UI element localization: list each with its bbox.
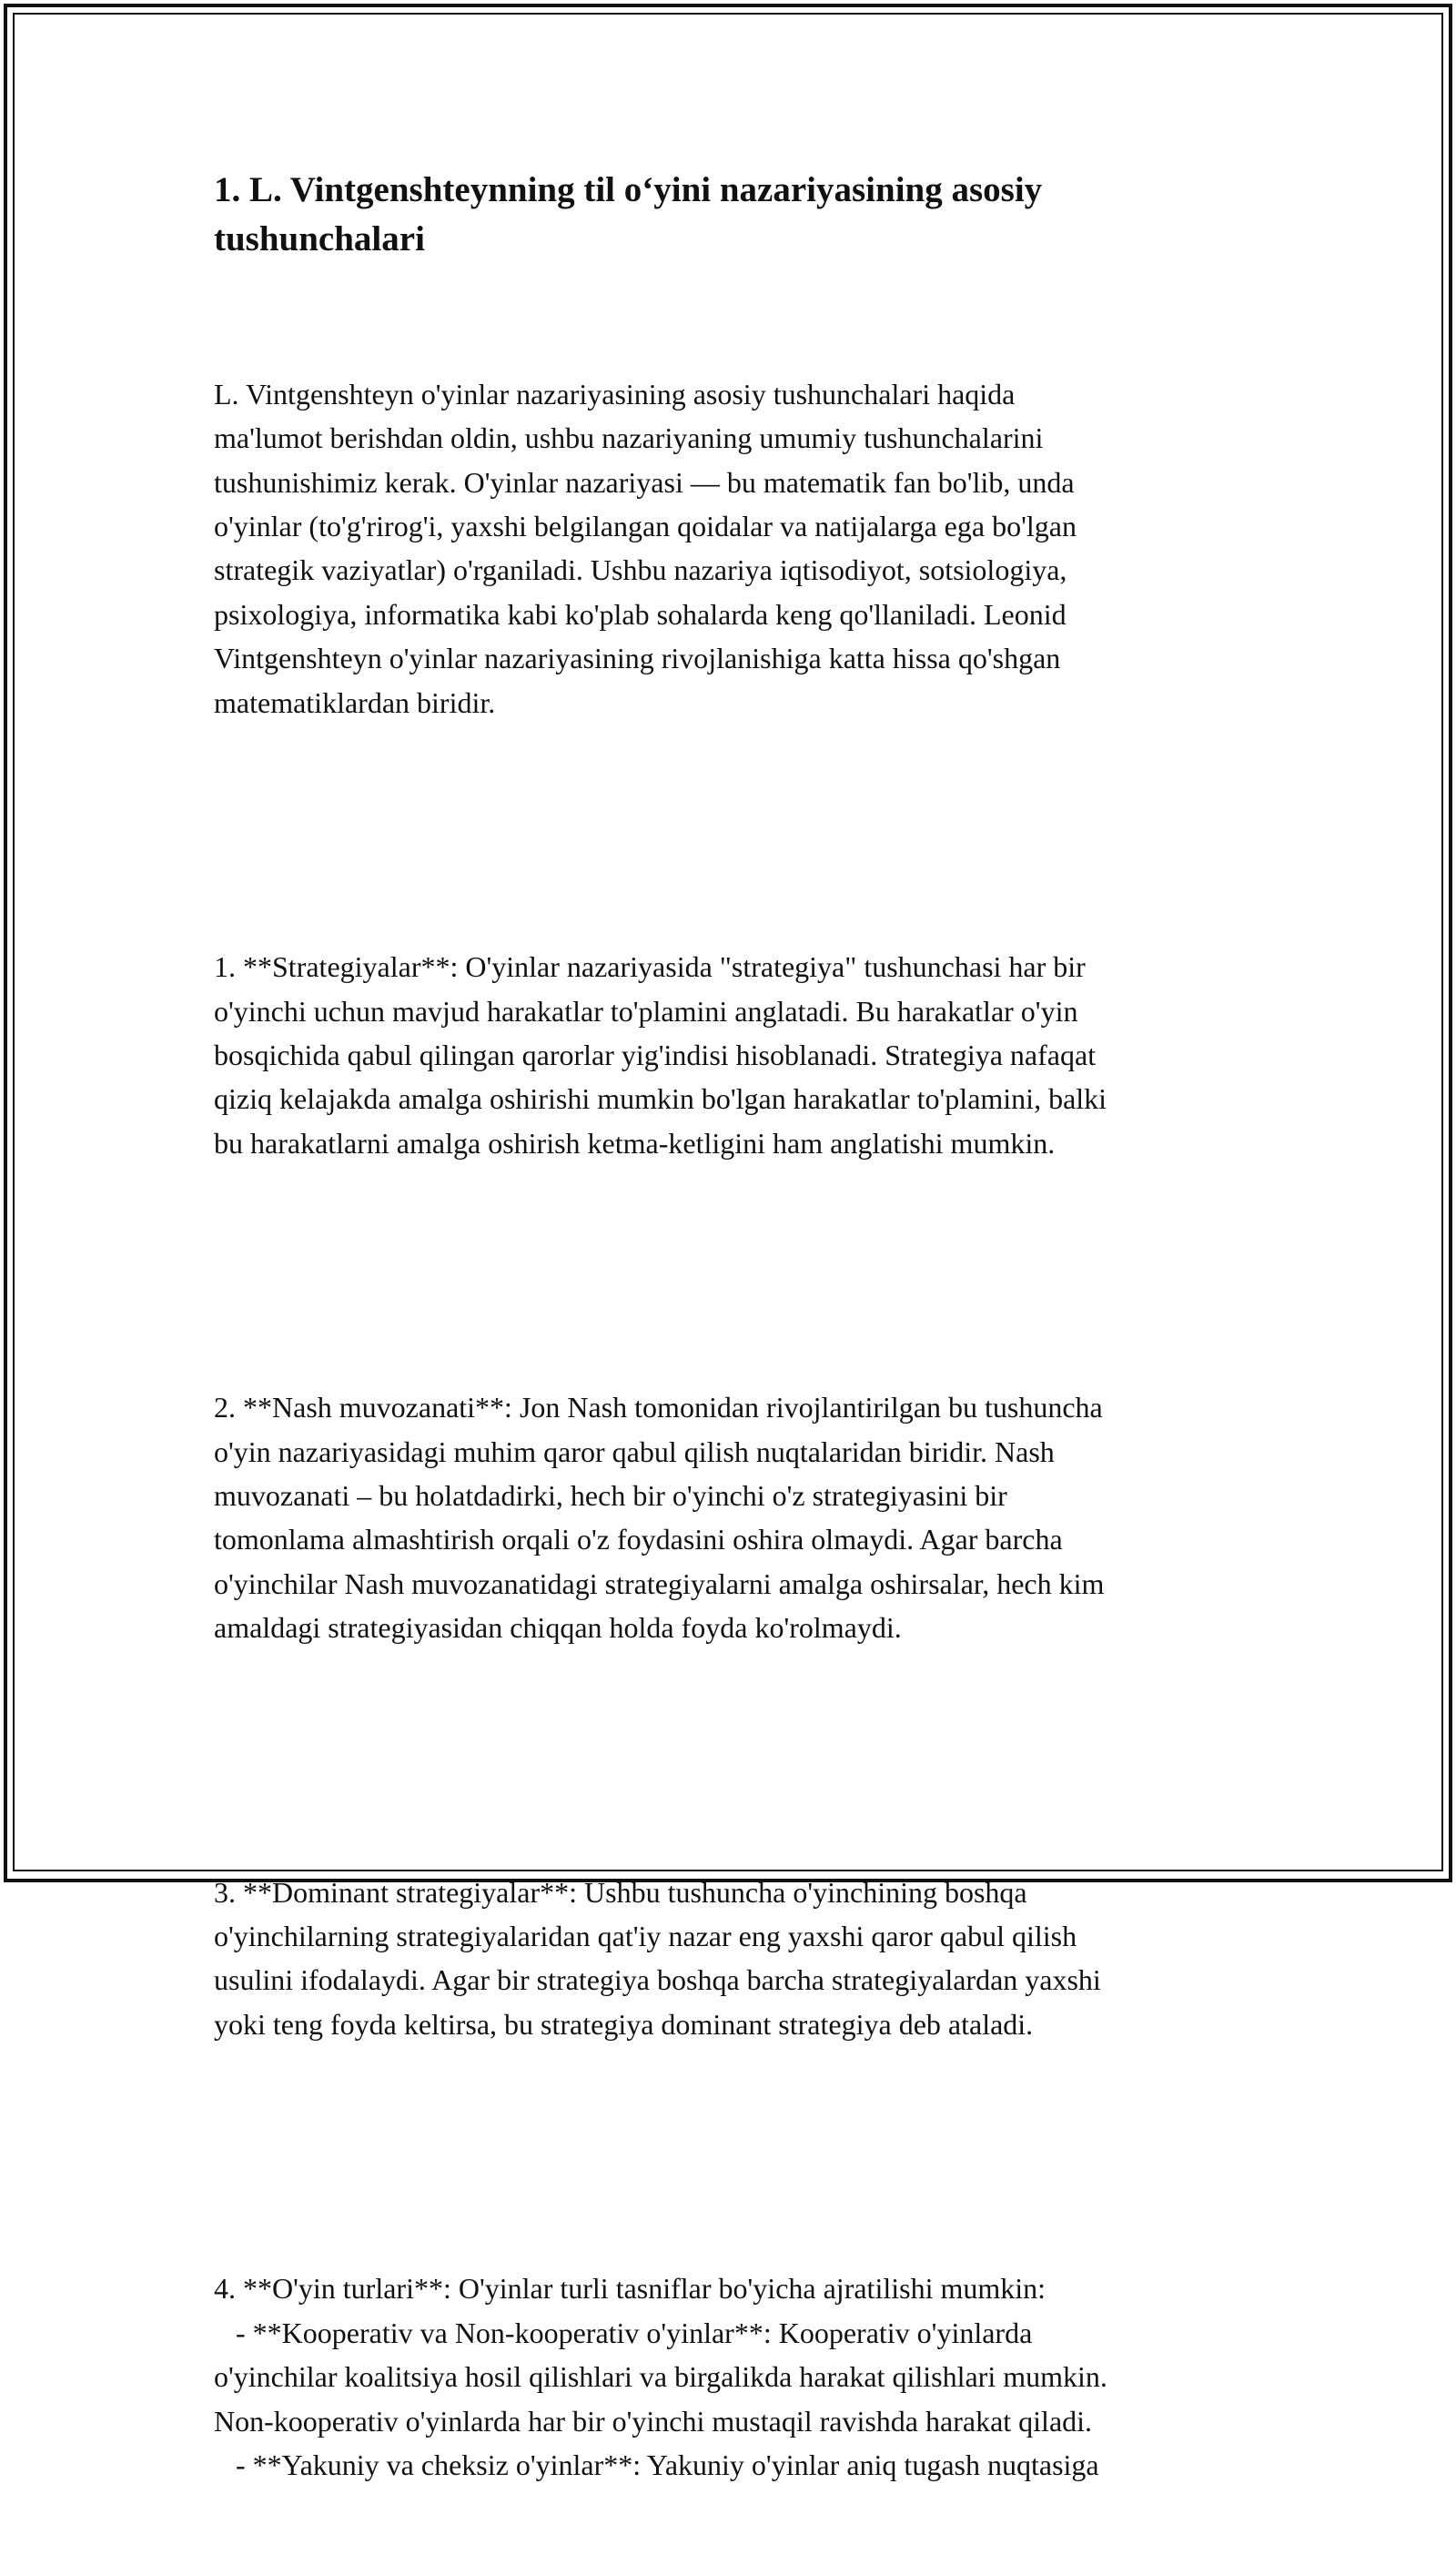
paragraph-spacer bbox=[214, 1253, 1251, 1297]
paragraph-game-types: 4. **O'yin turlari**: O'yinlar turli tasniflar bo'yicha ajratilishi mumkin: - **Kooperativ va Non-kooperativ o'yinlar**: Kooperativ o'yinlarda o'yinchilar koalitsiya hosil qilishlari va birgalikda harakat qilishlari mumkin. Non-kooperativ o'yinlarda har bir o'yinchi mustaqil ravishda harakat qiladi. - **Yakuniy va cheksiz o'yinlar**: Yakuniy o'yinlar aniq tugash nuqtasiga bbox=[214, 2272, 1107, 2481]
paragraph-spacer bbox=[214, 813, 1251, 857]
document-heading: 1. L. Vintgenshteynning til o‘yini nazariyasining asosiy tushunchalari bbox=[214, 170, 1043, 259]
document-content bbox=[214, 166, 1251, 2575]
document-body bbox=[214, 284, 1251, 2575]
paragraph-strategies: 1. **Strategiyalar**: O'yinlar nazariyasida "strategiya" tushunchasi har bir o'yinchi uchun mavjud harakatlar to'plamini anglatadi. Bu harakatlar o'yin bosqichida qabul qilingan qarorlar yig'indisi hisoblanadi. Strategiya nafaqat qiziq kelajakda amalga oshirishi mumkin bo'lgan harakatlar to'plamini, balki bu harakatlarni amalga oshirish ketma-ketligini ham anglatishi mumkin. bbox=[214, 950, 1107, 1160]
paragraph-nash-equilibrium: 2. **Nash muvozanati**: Jon Nash tomonidan rivojlantirilgan bu tushuncha o'yin nazariyasidagi muhim qaror qabul qilish nuqtalaridan biridir. Nash muvozanati – bu holatdadirki, hech bir o'yinchi o'z strategiyasini bir tomonlama almashtirish orqali o'z foydasini oshira olmaydi. Agar barcha o'yinchilar Nash muvozanatidagi strategiyalarni amalga oshirsalar, hech kim amaldagi strategiyasidan chiqqan holda foyda ko'rolmaydi. bbox=[214, 1391, 1105, 1645]
paragraph-spacer bbox=[214, 2134, 1251, 2178]
paragraph-dominant-strategies: 3. **Dominant strategiyalar**: Ushbu tushuncha o'yinchining boshqa o'yinchilarning strategiyalaridan qat'iy nazar eng yaxshi qaror qabul qilish usulini ifodalaydi. Agar bir strategiya boshqa barcha strategiyalardan yaxshi yoki teng foyda keltirsa, bu strategiya dominant strategiya deb ataladi. bbox=[214, 1875, 1101, 2041]
paragraph-spacer bbox=[214, 1738, 1251, 1781]
paragraph-intro: L. Vintgenshteyn o'yinlar nazariyasining asosiy tushunchalari haqida ma'lumot berishdan oldin, ushbu nazariyaning umumiy tushunchalarini tushunishimiz kerak. O'yinlar nazariyasi — bu matematik fan bo'lib, unda o'yinlar (to'g'rirog'i, yaxshi belgilangan qoidalar va natijalarga ega bo'lgan strategik vaziyatlar) o'rganiladi. Ushbu nazariya iqtisodiyot, sotsiologiya, psixologiya, informatika kabi ko'plab sohalarda keng qo'llaniladi. Leonid Vintgenshteyn o'yinlar nazariyasining rivojlanishiga katta hissa qo'shgan matematiklardan biridir. bbox=[214, 377, 1077, 719]
